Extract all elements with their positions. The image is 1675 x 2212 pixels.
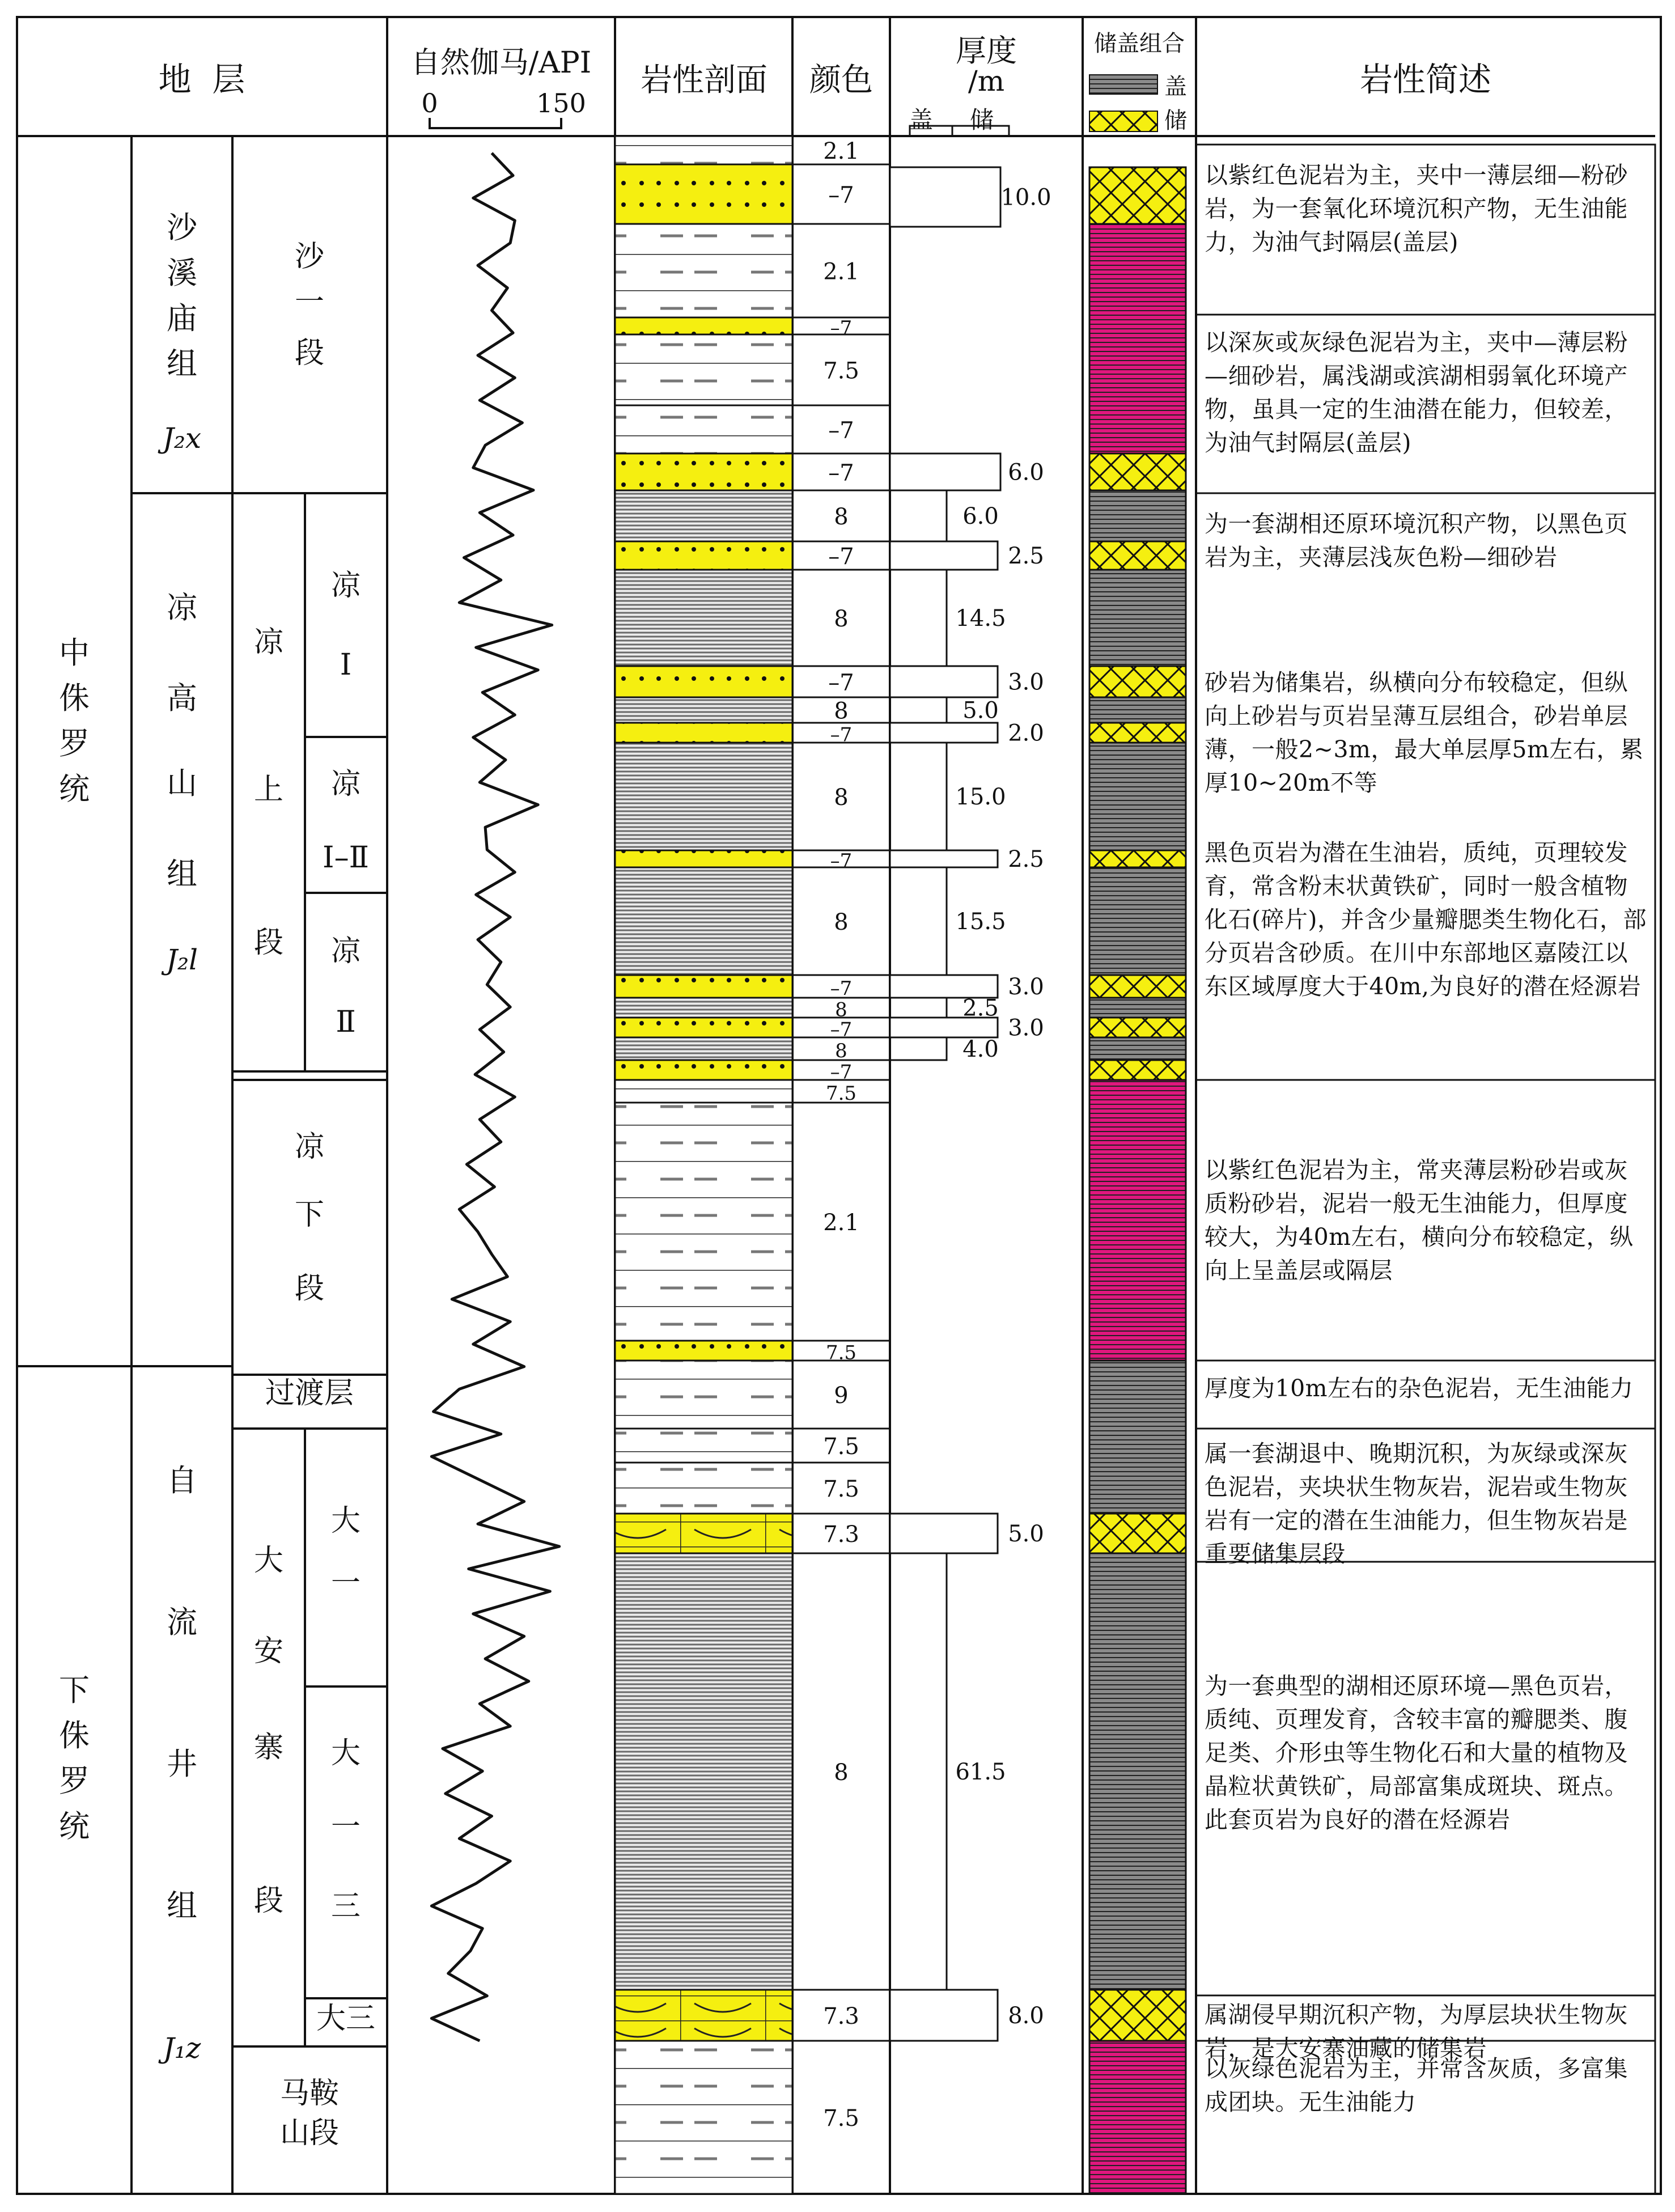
header-color: 颜色 — [809, 62, 873, 99]
cap-thickness-bar — [890, 490, 947, 541]
color-index-value: –7 — [830, 850, 853, 872]
cap-thickness-value: 61.5 — [955, 1759, 1006, 1785]
combo-res-segment — [1089, 541, 1186, 570]
combo-legend-cap: 盖 — [1164, 74, 1187, 100]
cap-thickness-bar — [890, 743, 947, 850]
combo-shale-segment — [1089, 867, 1186, 975]
color-index-value: –7 — [828, 417, 854, 444]
member-char: 上 — [253, 773, 284, 807]
member-char: 一 — [294, 285, 325, 319]
member-char: 段 — [294, 336, 325, 370]
lithology-description: 黑色页岩为潜在生油岩，质纯，页理较发育，常含粉末状黄铁矿，同时一般含植物化石(碎片)，并含少量瓣腮类生物化石，部分页岩含砂质。在川中东部地区嘉陵江以东区域厚度大于40m,为良好的潜在烃源岩 — [1205, 839, 1647, 1000]
combo-res-segment — [1089, 454, 1186, 490]
member-char: 大 — [253, 1544, 284, 1578]
member-char: 马鞍 — [279, 2077, 340, 2111]
combo-legend-cap-swatch — [1089, 75, 1157, 94]
lithology-layer — [615, 1990, 792, 2041]
submember-char: Ⅰ — [340, 648, 352, 682]
lithology-layer — [615, 867, 792, 975]
reservoir-thickness-value: 2.5 — [1008, 846, 1044, 872]
gamma-scale-bar — [430, 118, 561, 128]
combo-cap-segment — [1089, 2041, 1186, 2194]
color-index-value: –7 — [828, 544, 854, 570]
cap-thickness-value: 14.5 — [955, 605, 1006, 632]
color-index-value: 8 — [834, 1760, 849, 1786]
combo-res-segment — [1089, 1018, 1186, 1037]
color-index-value: –7 — [830, 317, 853, 340]
lithology-description: 属一套湖退中、晚期沉积，为灰绿或深灰色泥岩，夹块状生物灰岩，泥岩或生物灰岩有一定的潜在生油能力，但生物灰岩是重要储集层段 — [1205, 1440, 1628, 1567]
member-char: 凉 — [253, 625, 284, 659]
color-index-value: 2.1 — [823, 259, 859, 285]
lithology-layer — [615, 1463, 792, 1514]
submember-char: 凉 — [330, 767, 361, 801]
color-index-value: –7 — [830, 1018, 853, 1041]
member-char: 过渡层 — [265, 1376, 354, 1410]
lithology-layer — [615, 1060, 792, 1080]
member-char: 沙 — [294, 240, 325, 274]
color-index-value: 7.5 — [823, 1476, 859, 1502]
member-char: 段 — [294, 1272, 325, 1306]
series-middle-char: 侏 — [59, 680, 90, 716]
lithology-layer — [615, 405, 792, 454]
lithology-description: 为一套湖相还原环境沉积产物，以黑色页岩为主，夹薄层浅灰色粉—细砂岩 — [1205, 510, 1628, 571]
submember-char: 凉 — [330, 934, 361, 968]
header-stratum: 地 层 — [158, 60, 245, 99]
member-char: 下 — [294, 1198, 325, 1232]
color-index-value: 7.5 — [823, 1434, 859, 1460]
lithology-layer — [615, 136, 792, 164]
combo-shale-segment — [1089, 697, 1186, 723]
header-description: 岩性简述 — [1359, 60, 1492, 99]
combo-legend-res: 储 — [1164, 108, 1187, 134]
combo-cap-segment — [1089, 224, 1186, 454]
color-index-value: 7.3 — [823, 2003, 859, 2029]
series-middle-char: 统 — [59, 771, 90, 807]
reservoir-thickness-bar — [890, 666, 998, 697]
member-char: 安 — [253, 1634, 284, 1668]
color-index-value: 8 — [834, 504, 849, 530]
series-middle-char: 罗 — [59, 726, 90, 761]
lithology-layer — [615, 743, 792, 850]
cap-thickness-bar — [890, 867, 947, 975]
combo-shale-segment — [1089, 570, 1186, 666]
submember-char: 一 — [330, 1566, 361, 1600]
series-labels — [59, 635, 90, 1844]
lithology-description: 以灰绿色泥岩为主，并常含灰质，多富集成团块。无生油能力 — [1205, 2055, 1628, 2116]
lithology-description: 砂岩为储集岩，纵横向分布较稳定，但纵向上砂岩与页岩呈薄互层组合，砂岩单层薄，一般2~3m，最大单层厚5m左右，累厚10~20m不等 — [1205, 669, 1644, 796]
combo-res-segment — [1089, 1990, 1186, 2041]
stratigraphy-divisions — [17, 136, 387, 2194]
cap-thickness-bar — [890, 1553, 947, 1990]
formation-char: 高 — [167, 680, 197, 716]
formation-char: 流 — [167, 1604, 197, 1640]
header-combo: 储盖组合 — [1094, 31, 1185, 57]
reservoir-thickness-bar — [890, 167, 1000, 227]
series-lower-char: 罗 — [59, 1763, 90, 1799]
lithology-layer — [615, 697, 792, 723]
color-index-value: 7.5 — [823, 2105, 859, 2132]
combo-shale-segment — [1089, 1553, 1186, 1990]
color-index-value: 9 — [834, 1383, 849, 1409]
thickness-column — [890, 167, 1051, 2041]
header-thickness-unit: /m — [968, 65, 1005, 98]
combo-res-segment — [1089, 975, 1186, 998]
color-index-value: –7 — [830, 1061, 853, 1084]
submember-char: 一 — [330, 1810, 361, 1844]
color-index-value: 7.5 — [823, 358, 859, 384]
submember-char: 大三 — [316, 2002, 376, 2036]
reservoir-thickness-bar — [890, 723, 998, 743]
cap-thickness-value: 15.0 — [955, 784, 1006, 810]
lithology-layer — [615, 164, 792, 224]
member-char: 凉 — [294, 1130, 325, 1164]
color-index-value: –7 — [828, 669, 854, 696]
formation-code: J₂l — [166, 943, 198, 976]
lithology-layer — [615, 850, 792, 867]
lithology-column — [615, 136, 792, 2194]
color-index-value: 7.5 — [825, 1082, 857, 1105]
cap-thickness-value: 5.0 — [962, 697, 999, 724]
reservoir-thickness-value: 2.0 — [1008, 720, 1044, 747]
header-gamma-min: 0 — [421, 88, 438, 118]
reservoir-thickness-bar — [890, 850, 998, 867]
reservoir-thickness-bar — [890, 1990, 998, 2041]
formation-char: 沙 — [167, 210, 197, 245]
cap-thickness-bar — [890, 697, 947, 723]
lithology-layer — [615, 1341, 792, 1361]
header-gamma-max: 150 — [536, 88, 586, 118]
reservoir-thickness-bar — [890, 1514, 998, 1553]
lithology-layer — [615, 490, 792, 541]
member-char: 段 — [253, 926, 284, 960]
lithology-layer — [615, 1018, 792, 1037]
combo-res-segment — [1089, 1060, 1186, 1080]
reservoir-thickness-value: 6.0 — [1008, 459, 1044, 486]
reservoir-thickness-bar — [890, 454, 1000, 490]
lithology-layer — [615, 541, 792, 570]
formation-code: J₁z — [163, 2032, 201, 2065]
color-index-value: –7 — [830, 723, 853, 747]
lithology-layer — [615, 723, 792, 743]
lithology-layer — [615, 570, 792, 666]
cap-thickness-bar — [890, 1037, 947, 1060]
lithology-layer — [615, 1103, 792, 1341]
formation-char: 山 — [167, 765, 197, 801]
lithology-layer — [615, 1429, 792, 1463]
color-index-value: 8 — [834, 698, 849, 724]
color-index-value: –7 — [828, 182, 854, 209]
formation-char: 凉 — [167, 590, 197, 625]
lithology-layer — [615, 1037, 792, 1060]
cap-thickness-bar — [890, 570, 947, 666]
lithology-description: 以深灰或灰绿色泥岩为主，夹中—薄层粉—细砂岩，属浅湖或滨湖相弱氧化环境产物，虽具一定的生油潜在能力，但较差，为油气封隔层(盖层) — [1205, 329, 1628, 456]
combo-res-segment — [1089, 167, 1186, 224]
lithology-layer — [615, 998, 792, 1018]
reservoir-thickness-bar — [890, 541, 998, 570]
combo-legend-res-swatch — [1089, 111, 1157, 132]
formation-char: 组 — [167, 346, 197, 382]
color-index-value: 8 — [835, 998, 847, 1022]
cap-thickness-value: 4.0 — [962, 1036, 999, 1062]
formation-char: 组 — [167, 856, 197, 892]
color-index-column — [792, 138, 890, 2194]
series-lower-char: 侏 — [59, 1718, 90, 1753]
lithology-layer — [615, 334, 792, 405]
color-index-value: 8 — [834, 909, 849, 935]
color-index-value: 2.1 — [823, 1210, 859, 1236]
header-gamma-title: 自然伽马/API — [410, 46, 592, 80]
combo-res-segment — [1089, 666, 1186, 697]
submember-char: 凉 — [330, 569, 361, 603]
lithology-layer — [615, 1361, 792, 1429]
color-index-value: 8 — [835, 1040, 847, 1062]
combo-cap-segment — [1089, 1080, 1186, 1361]
lithology-layer — [615, 666, 792, 697]
reservoir-thickness-bar — [890, 975, 998, 998]
formation-char: 庙 — [167, 300, 197, 336]
header-thickness: 厚度 — [956, 33, 1017, 69]
cap-thickness-bar — [890, 998, 947, 1018]
color-index-value: –7 — [830, 977, 853, 1000]
combo-shale-segment — [1089, 998, 1186, 1018]
color-index-value: 8 — [834, 606, 849, 632]
lithology-layer — [615, 2041, 792, 2194]
reservoir-thickness-value: 3.0 — [1008, 974, 1044, 1000]
header-res-sub: 储 — [969, 106, 994, 134]
color-index-value: 2.1 — [823, 138, 859, 164]
submember-char: 三 — [330, 1889, 361, 1923]
lithology-description: 属湖侵早期沉积产物，为厚层块状生物灰岩，是大安寨油藏的储集岩 — [1205, 2001, 1628, 2062]
reservoir-thickness-value: 2.5 — [1008, 543, 1044, 569]
header-lithology: 岩性剖面 — [641, 62, 767, 99]
formation-labels — [158, 210, 201, 2065]
formation-char: 自 — [167, 1463, 197, 1498]
combo-shale-segment — [1089, 1037, 1186, 1060]
submember-labels — [316, 569, 375, 2036]
cap-thickness-value: 6.0 — [962, 503, 999, 529]
lithology-layer — [615, 317, 792, 334]
reservoir-thickness-value: 3.0 — [1008, 1015, 1044, 1041]
formation-code: J₂x — [162, 422, 202, 455]
header-cap-sub: 盖 — [909, 106, 934, 134]
combo-res-segment — [1089, 1514, 1186, 1553]
formation-char: 溪 — [167, 255, 197, 291]
color-index-value: 8 — [834, 785, 849, 811]
reservoir-thickness-value: 5.0 — [1008, 1521, 1044, 1547]
submember-char: Ⅱ — [336, 1005, 356, 1039]
reservoir-thickness-value: 10.0 — [1000, 184, 1051, 211]
lithology-description: 厚度为10m左右的杂色泥岩，无生油能力 — [1205, 1375, 1634, 1402]
submember-char: Ⅰ–Ⅱ — [323, 841, 369, 875]
lithology-description: 为一套典型的湖相还原环境—黑色页岩，质纯、页理发育，含较丰富的瓣腮类、腹足类、介形虫等生物化石和大量的植物及晶粒状黄铁矿，局部富集成斑块、斑点。此套页岩为良好的潜在烃源岩 — [1205, 1672, 1628, 1833]
member-char: 段 — [253, 1884, 284, 1918]
lithology-description: 以紫红色泥岩为主，常夹薄层粉砂岩或灰质粉砂岩，泥岩一般无生油能力，但厚度较大，为40m左右，横向分布较稳定，纵向上呈盖层或隔层 — [1205, 1156, 1634, 1284]
submember-char: 大 — [330, 1736, 361, 1770]
color-index-value: 7.5 — [825, 1341, 857, 1365]
series-lower-char: 下 — [59, 1672, 90, 1708]
lithology-description: 以紫红色泥岩为主，夹中一薄层细—粉砂岩，为一套氧化环境沉积产物，无生油能力，为油气封隔层(盖层) — [1205, 162, 1628, 256]
series-middle-char: 中 — [59, 635, 90, 671]
gamma-log-curve — [431, 153, 559, 2041]
member-char: 山段 — [279, 2116, 340, 2150]
color-index-value: –7 — [828, 460, 854, 486]
combo-shale-segment — [1089, 743, 1186, 850]
lithology-layer — [615, 1514, 792, 1553]
cap-thickness-value: 15.5 — [955, 909, 1006, 935]
series-lower-char: 统 — [59, 1808, 90, 1844]
cap-thickness-value: 2.5 — [962, 995, 999, 1022]
combo-shale-segment — [1089, 490, 1186, 541]
lithology-layer — [615, 1553, 792, 1990]
reservoir-cap-combination-column — [1089, 167, 1186, 2194]
combo-res-segment — [1089, 850, 1186, 867]
lithology-layer — [615, 454, 792, 490]
submember-char: 大 — [330, 1504, 361, 1538]
reservoir-thickness-value: 3.0 — [1008, 669, 1044, 696]
formation-char: 组 — [167, 1888, 197, 1923]
reservoir-thickness-value: 8.0 — [1008, 2003, 1044, 2029]
member-char: 寨 — [253, 1731, 284, 1765]
formation-char: 井 — [167, 1746, 197, 1782]
combo-res-segment — [1089, 723, 1186, 743]
color-index-value: 7.3 — [823, 1522, 859, 1548]
combo-shale-segment — [1089, 1361, 1186, 1514]
lithology-layer — [615, 1080, 792, 1103]
lithology-layer — [615, 224, 792, 317]
lithology-layer — [615, 975, 792, 998]
